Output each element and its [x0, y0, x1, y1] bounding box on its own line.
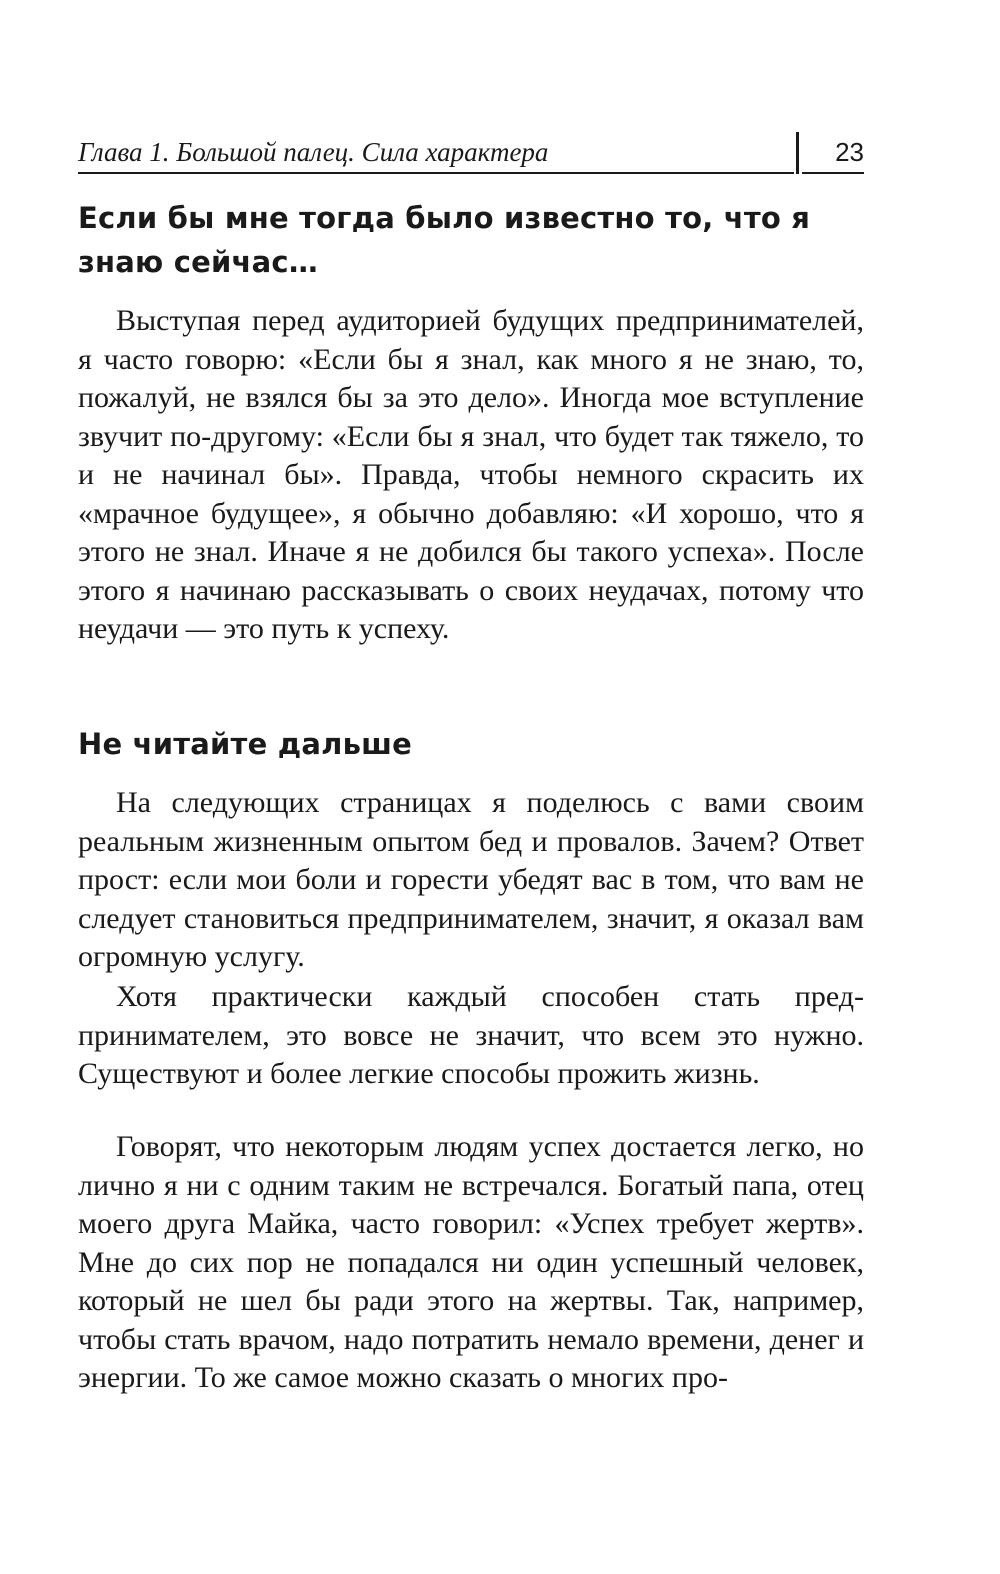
header-divider — [796, 132, 799, 174]
paragraph: На следующих страницах я поделюсь с вами своим реальным жизненным опытом бед и провалов. Зачем? Ответ прост: если мои боли и горести убедят вас в том, что вам не следует становиться предпринимателем, значит, я оказал вам огромную услугу. — [78, 786, 864, 973]
page-number-rule — [802, 172, 864, 174]
paragraph: Хотя практически каждый способен стать предпринимателем, это вовсе не значит, что всем это нужно. Существуют и более легкие способы прожить жизнь. — [78, 980, 864, 1090]
page-number: 23 — [835, 137, 864, 167]
header-rule — [78, 172, 794, 174]
paragraph: Говорят, что некоторым людям успех достается легко, но лично я ни с одним таким не встречался. Богатый папа, отец моего друга Майка, часто говорил: «Успех требует жертв». Мне до сих пор не попадался ни один успешный человек, который не шел бы ради этого на жертвы. Так, например, чтобы стать врачом, надо потратить немало времени, денег и энергии. То же самое можно сказать о многих про- — [78, 1130, 864, 1394]
section-heading: Не читайте дальше — [78, 727, 412, 761]
section-heading: Если бы мне тогда было известно то, что я знаю сейчас… — [78, 201, 811, 279]
running-head — [78, 132, 864, 176]
paragraph: Выступая перед аудиторией будущих предпринимателей, я часто говорю: «Если бы я знал, как много я не знаю, то, пожалуй, не взялся бы за это дело». Иногда мое вступление звучит по-другому: «Если бы я знал, что будет так тяжело, то и не начинал бы». Правда, чтобы немного скрасить их «мрачное будущее», я обычно добавляю: «И хорошо, что я этого не знал. Иначе я не добился бы такого успеха». После этого я начинаю рассказывать о своих неудачах, потому что неудачи — это путь к успеху. — [78, 304, 864, 645]
chapter-title: Глава 1. Большой палец. Сила характера — [78, 137, 549, 167]
